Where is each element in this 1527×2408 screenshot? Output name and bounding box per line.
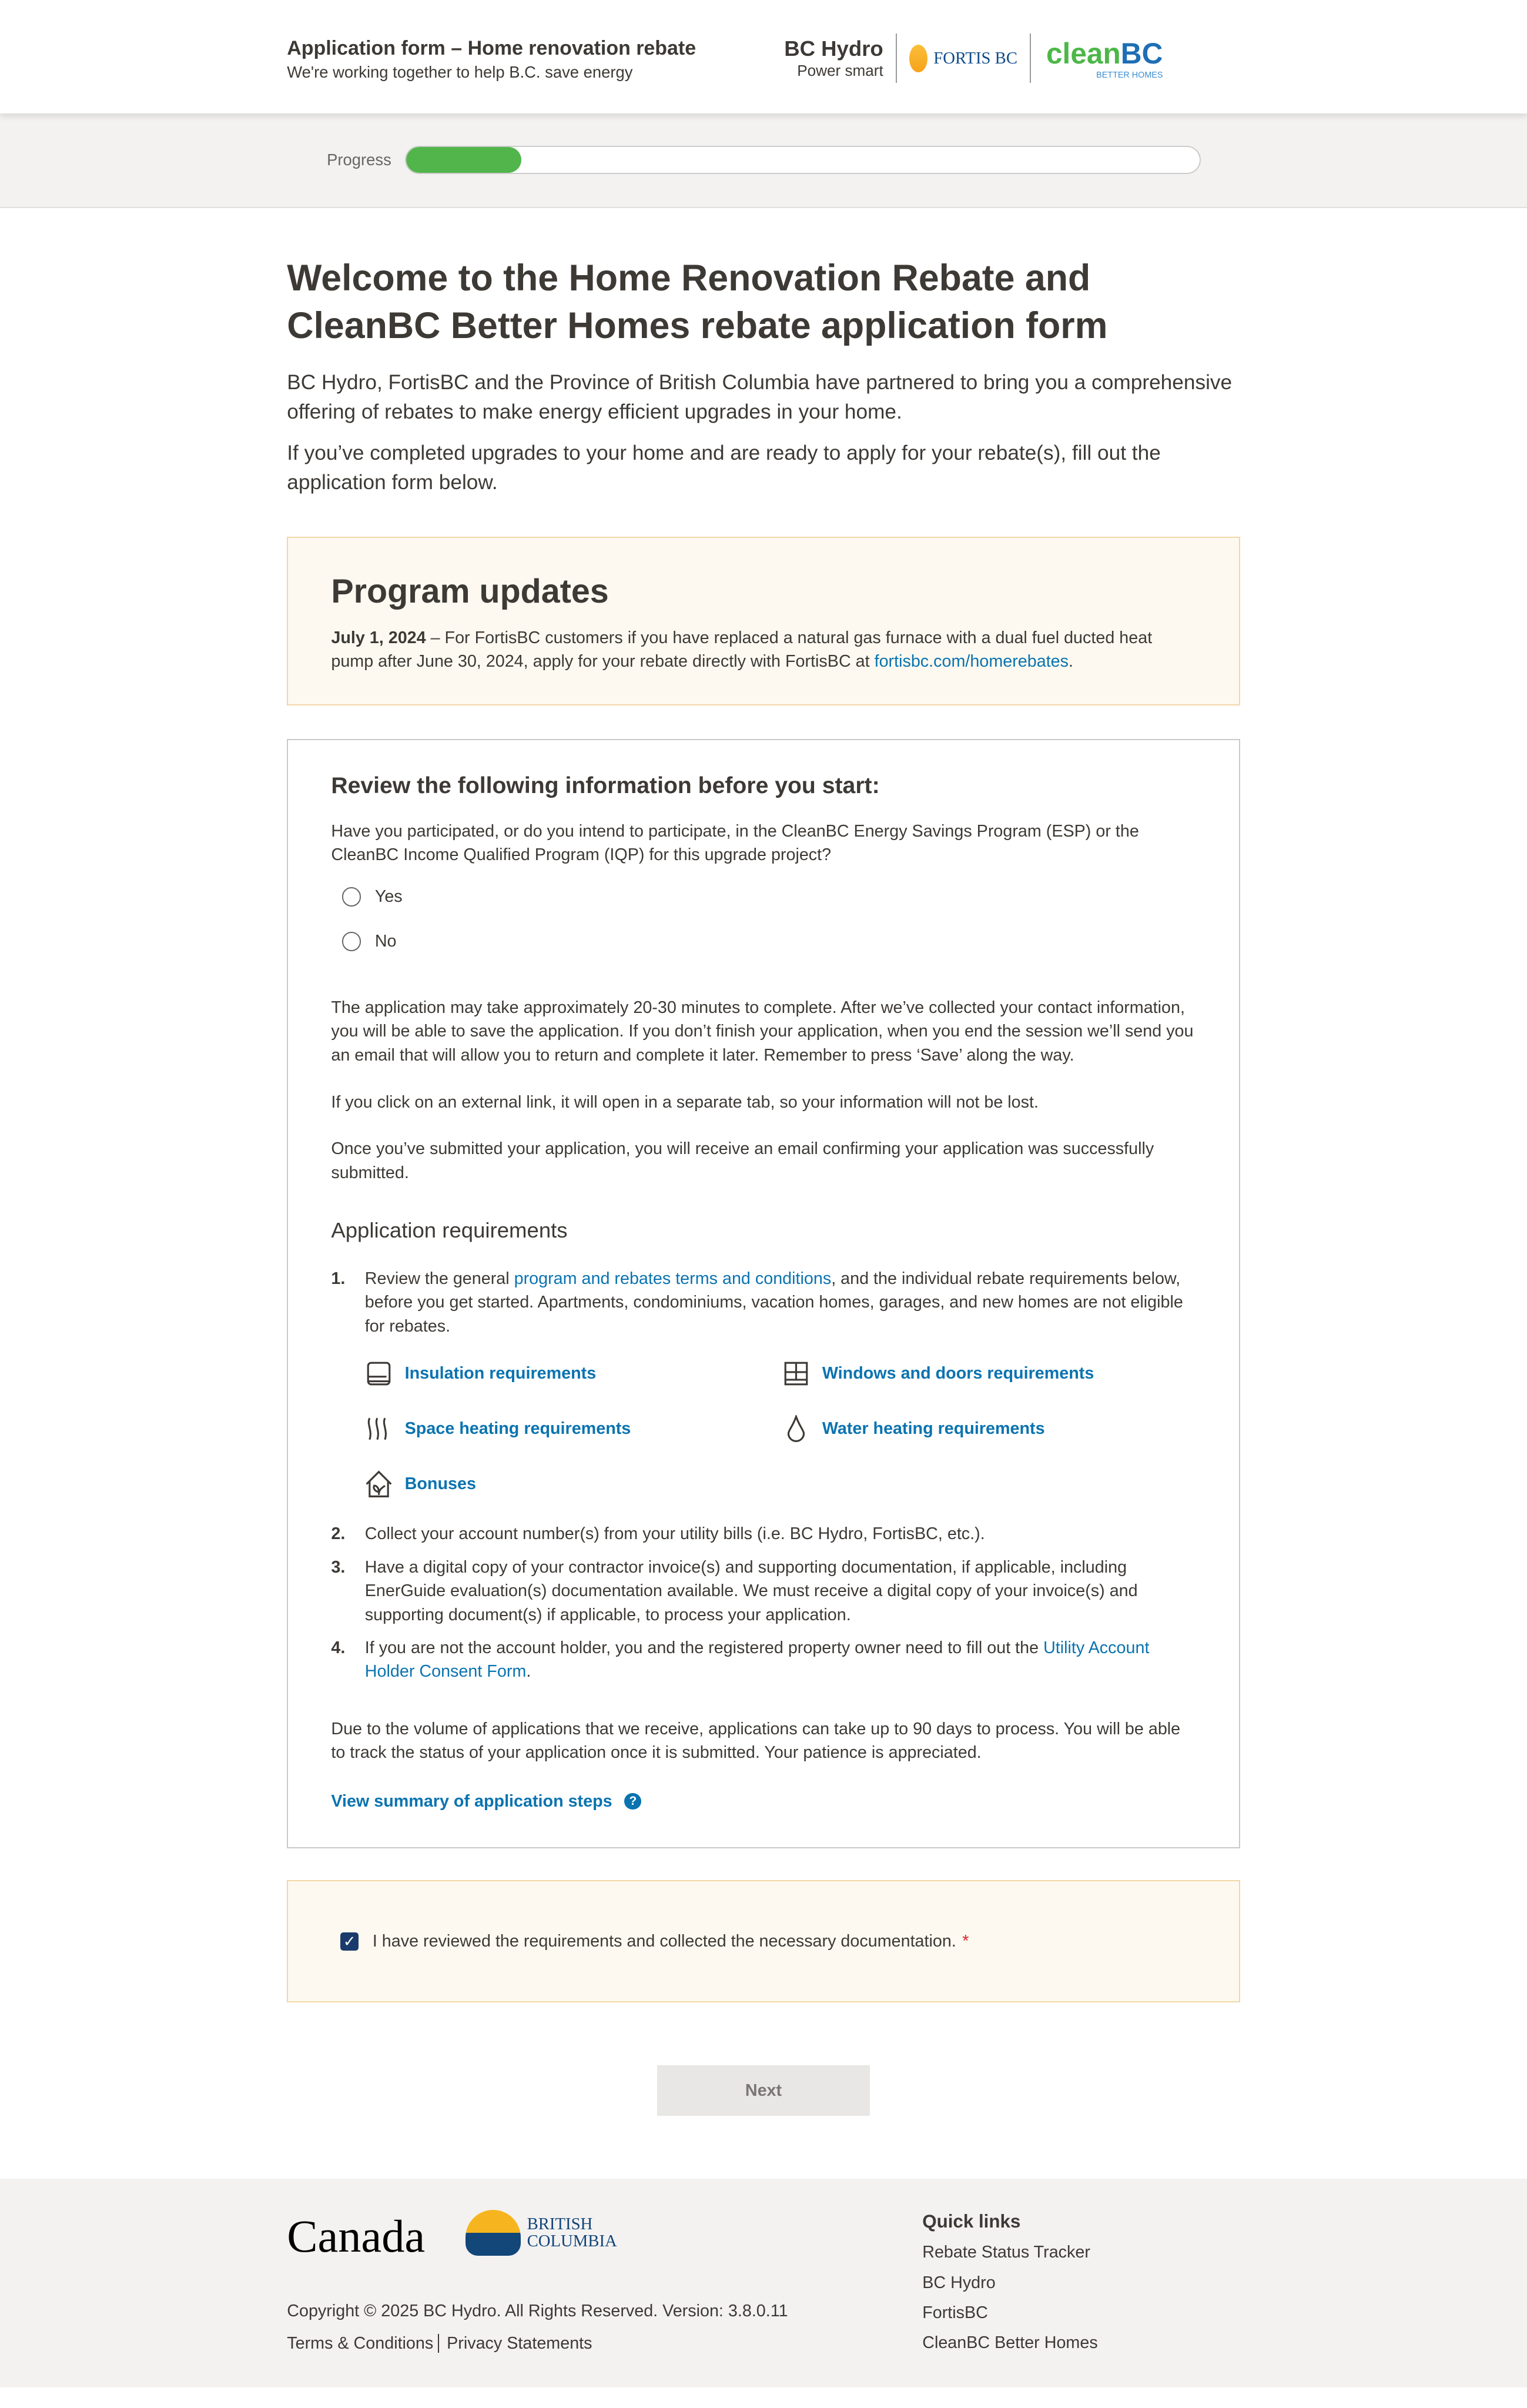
quick-link-bchydro[interactable]: BC Hydro [922, 2273, 996, 2292]
quick-link-fortisbc[interactable]: FortisBC [922, 2303, 988, 2322]
program-updates [287, 537, 1240, 705]
next-button[interactable]: Next [657, 2065, 870, 2116]
space-heating-link[interactable] [365, 1415, 782, 1443]
canada-logo: Canada [287, 2210, 426, 2262]
radio-circle-icon[interactable] [342, 887, 361, 907]
partner-logos [784, 34, 1163, 83]
radio-no[interactable] [342, 927, 1196, 956]
checkbox-label: I have reviewed the requirements and collected the necessary documentation. [372, 1931, 956, 1951]
requirements-title: Application requirements [331, 1218, 568, 1242]
step-number: 1. [331, 1269, 346, 1288]
step-text: . [526, 1662, 531, 1681]
link-label: Space heating requirements [404, 1419, 631, 1438]
quick-link-cleanbc[interactable]: CleanBC Better Homes [922, 2333, 1098, 2353]
processing-note: Due to the volume of applications that we receive, applications can take up to 90 days to process. You will be able to track the status of your application once it is submitted. Your patience is appreciated. [331, 1720, 1181, 1762]
info-paragraph: The application may take approximately 20-30 minutes to complete. After we’ve collected your contact information, you will be able to save the application. If you don’t finish your application, when you end the session we’ll send you an email that will allow you to return and complete it later. Remember to press ‘Save’ along the way. [331, 998, 1194, 1065]
link-label: Windows and doors requirements [822, 1364, 1094, 1383]
windows-doors-link[interactable] [782, 1360, 1166, 1387]
help-icon[interactable]: ? [624, 1793, 641, 1810]
logo-text: BRITISH [527, 2215, 593, 2233]
fortis-link[interactable]: fortisbc.com/homerebates [874, 652, 1069, 671]
window-icon [782, 1360, 810, 1387]
main-content [287, 208, 1240, 2116]
insulation-link[interactable] [365, 1360, 782, 1387]
step-text: Review the general [364, 1269, 514, 1288]
house-leaf-icon [365, 1470, 393, 1498]
copyright: Copyright © 2025 BC Hydro. All Rights Reserved. Version: 3.8.0.11 [287, 2302, 788, 2321]
summary-label[interactable]: View summary of application steps [331, 1791, 612, 1811]
water-drop-icon [782, 1415, 810, 1443]
water-heating-link[interactable] [782, 1415, 1166, 1443]
updates-title: Program updates [331, 572, 609, 610]
link-label: Water heating requirements [822, 1419, 1045, 1438]
fortisbc-logo: FORTIS BC [897, 34, 1031, 83]
bonuses-link[interactable] [365, 1470, 782, 1498]
list-item [331, 1522, 1196, 1546]
app-title: Application form – Home renovation rebate [287, 36, 696, 59]
step-text: Collect your account number(s) from your utility bills (i.e. BC Hydro, FortisBC, etc.). [364, 1524, 985, 1544]
link-label: Bonuses [404, 1474, 476, 1493]
list-item [331, 1556, 1196, 1627]
radio-yes[interactable] [342, 882, 1196, 912]
link-label: Insulation requirements [404, 1364, 597, 1383]
requirement-links [365, 1360, 1196, 1498]
progress-fill [406, 147, 521, 173]
radio-circle-icon[interactable] [342, 932, 361, 951]
participation-question: Have you participated, or do you intend to participate, in the CleanBC Energy Savings Program (ESP) or the CleanBC Income Qualified Program (IQP) for this upgrade project? [331, 821, 1139, 865]
progress-section [0, 113, 1527, 208]
confirmation-box [287, 1880, 1240, 2002]
bchydro-logo: BC Hydro Power smart [784, 34, 896, 83]
info-paragraph: If you click on an external link, it will open in a separate tab, so your information will not be lost. [331, 1092, 1039, 1112]
terms-link[interactable]: Terms & Conditions [287, 2334, 434, 2353]
cleanbc-logo: cleanBC BETTER HOMES [1046, 37, 1163, 81]
punct: . [1069, 652, 1073, 671]
terms-link[interactable]: program and rebates terms and conditions [514, 1269, 832, 1288]
info-paragraph: Once you’ve submitted your application, you will receive an email confirming your application was successfully submitted. [331, 1139, 1154, 1182]
bc-gov-logo [466, 2210, 617, 2256]
radio-label: Yes [374, 887, 403, 907]
step-text: If you are not the account holder, you and the registered property owner need to fill out the [364, 1638, 1044, 1657]
review-checkbox[interactable]: ✓ [340, 1932, 359, 1951]
insulation-icon [365, 1360, 393, 1387]
intro-paragraph: If you’ve completed upgrades to your home and are ready to apply for your rebate(s), fill out the application form below. [287, 442, 1161, 494]
required-indicator: * [962, 1931, 969, 1951]
heat-waves-icon [365, 1415, 393, 1443]
requirements-list [331, 1522, 1196, 1683]
consent-form-link[interactable]: Utility Account Holder Consent Form [364, 1638, 1150, 1681]
step-text: , and the individual rebate requirements below, before you get started. Apartments, condominiums, vacation homes, garages, and new homes are not eligible for rebates. [364, 1269, 1183, 1336]
progress-label: Progress [327, 150, 391, 169]
list-item [331, 1636, 1196, 1684]
privacy-link[interactable]: Privacy Statements [438, 2334, 592, 2353]
step-number: 2. [331, 1524, 346, 1544]
review-section [287, 739, 1240, 1848]
site-header [0, 0, 1527, 113]
update-text: – For FortisBC customers if you have replaced a natural gas furnace with a dual fuel ducted heat pump after June 30, 2024, apply for your rebate directly with FortisBC at [331, 628, 1153, 671]
quick-links-title: Quick links [922, 2211, 1021, 2232]
step-text: Have a digital copy of your contractor invoice(s) and supporting documentation, if applicable, including EnerGuide evaluation(s) documentation available. We must receive a digital copy of your invoice(s) and supporting document(s) if applicable, to process your application. [364, 1557, 1138, 1624]
update-date: July 1, 2024 [331, 628, 426, 647]
step-number: 3. [331, 1557, 346, 1577]
step-number: 4. [331, 1638, 346, 1657]
quick-link-rebate-tracker[interactable]: Rebate Status Tracker [922, 2243, 1090, 2262]
review-title: Review the following information before you start: [331, 772, 880, 798]
legal-links [287, 2334, 592, 2353]
logo-text: COLUMBIA [527, 2231, 617, 2250]
page-title: Welcome to the Home Renovation Rebate and CleanBC Better Homes rebate application form [287, 257, 1108, 346]
progress-bar [405, 146, 1201, 174]
radio-label: No [374, 932, 397, 951]
quick-links [922, 2211, 1097, 2363]
list-item [331, 1267, 1196, 1338]
site-footer [0, 2179, 1527, 2387]
view-summary-link[interactable] [331, 1790, 1196, 1813]
app-subtitle: We're working together to help B.C. save energy [287, 62, 633, 81]
requirements-list [331, 1267, 1196, 1338]
intro-paragraph: BC Hydro, FortisBC and the Province of British Columbia have partnered to bring you a comprehensive offering of rebates to make energy efficient upgrades in your home. [287, 371, 1233, 423]
